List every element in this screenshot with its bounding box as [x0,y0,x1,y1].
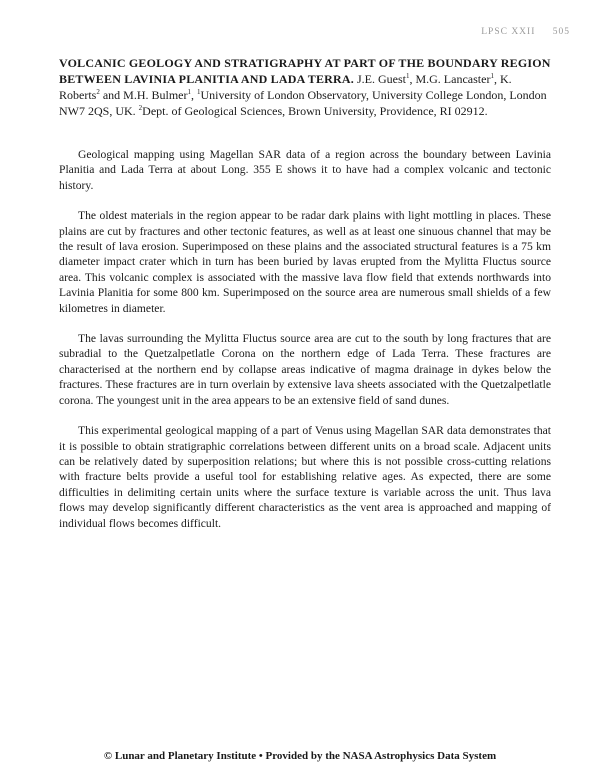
paper-title: VOLCANIC GEOLOGY AND STRATIGRAPHY AT PART OF THE BOUNDARY REGION BETWEEN LAVINIA PLANITIA AND LADA TERRA. [59,56,551,86]
paragraph-lavas: The lavas surrounding the Mylitta Fluctus source area are cut to the south by long fractures that are subradial to the Quetzalpetlatle Corona on the northern edge of Lada Terra. These fractures are characterised at the northern end by collapse areas indicative of magma drainage in dykes below the fractures. These fractures are in turn overlain by extensive lava sheets associated with the Quetzalpetlatle corona. The youngest unit in the area appears to be an extensive field of sand dunes. [59,332,551,407]
footer-credit: © Lunar and Planetary Institute • Provided by the NASA Astrophysics Data System [103,750,497,762]
conference-label: LPSC XXII [481,27,536,37]
author-lancaster: M.G. Lancaster$^1$, [415,72,497,86]
paragraph-intro: Geological mapping using Magellan SAR data of a region across the boundary between Lavinia Planitia and Lada Terra at about Long. 355 E shows it to have had a complex volcanic and tectonic history. [59,148,551,192]
affiliation-2: $^2$Dept. of Geological Sciences, Brown University, Providence, RI 02912. [138,104,488,118]
author-roberts: K. Roberts$^2$ [59,72,512,102]
paragraph-oldest-materials: The oldest materials in the region appear to be radar dark plains with light mottling in places. These plains are cut by fractures and other tectonic features, as well as at least one sinuous channel that may be the result of lava erosion. Superimposed on these plains and the associated structural features is a 75 km diameter impact crater which in turn has been buried by lavas erupted from the Mylitta Fluctus source area. This volcanic complex is associated with the massive lava flow field that extends northwards into Lavinia Planitia for some 800 km. Superimposed on the source area are numerous small shields of a few kilometres in diameter. [59,209,551,315]
paragraph-conclusion: This experimental geological mapping of a part of Venus using Magellan SAR data demonstrates that it is possible to obtain stratigraphic correlations between different units on a broad scale. Adjacent units can be relatively dated by superposition relations; but where this is not possible cross-cutting relations with fracture belts provide a useful tool for establishing relative ages. As expected, there are some difficulties in delimiting certain units where the surface texture is variable across the unit. Thus lava flows may develop significantly different characteristics as the vent area is approached and mapping of individual flows becomes difficult. [59,424,551,530]
abstract-body [59,147,551,546]
affiliation-1: $^1$University of London Observatory, University College London, London NW7 2QS, UK. [59,88,547,118]
page-number: 505 [552,27,570,37]
title-block [59,55,551,119]
page-header [467,27,570,37]
author-guest: J.E. Guest$^1$, [356,72,413,86]
author-bulmer: and M.H. Bulmer$^1$, [102,88,194,102]
